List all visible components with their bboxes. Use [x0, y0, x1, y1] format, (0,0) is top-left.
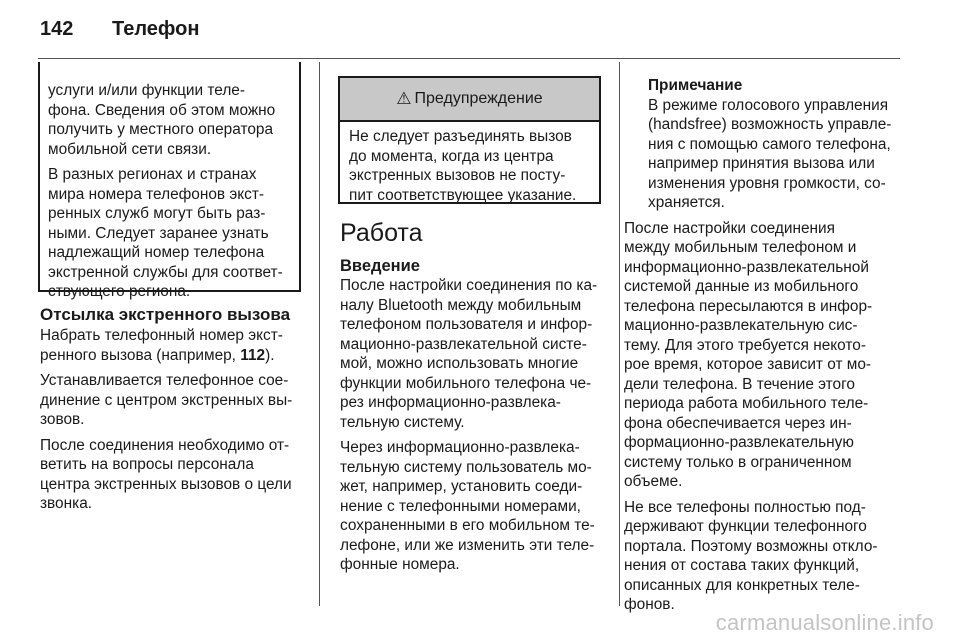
page-number: 142 — [40, 18, 74, 40]
page-header — [40, 18, 199, 48]
column-1-paragraph-3: После соединения необходимо от- ветить на вопросы персонала центра экстренных вызовов о цели звонка. — [40, 436, 292, 512]
emergency-call-heading: Отсылка экстренного вызова — [40, 305, 291, 324]
column-2-text — [340, 218, 605, 581]
column-3-paragraph-2: Не все телефоны полностью под- держивают функции телефонного портала. Поэтому возможны откло- нения от состава таких функций, описанных для конкретных теле- фонов. — [624, 498, 878, 613]
column-divider — [619, 62, 620, 606]
note-title: Примечание — [648, 77, 743, 94]
column-divider — [319, 62, 320, 606]
box-paragraph-1: услуги и/или функции теле- фона. Сведения об этом можно получить у местного оператора мобильной сети связи. — [48, 82, 276, 158]
column-2-paragraph-1: После настройки соединения по ка- налу Bluetooth между мобильным телефоном пользователя и инфор- мационно-развлекательной систе- мой, можно использовать многие функции мобильного телефона че- рез информационно-развлека- тельную систему. — [340, 277, 598, 431]
column-1-paragraph-1: Набрать телефонный номер экст- ренного вызова (например, 112). — [40, 327, 283, 364]
note-block — [624, 76, 909, 213]
warning-title: Предупреждение — [414, 90, 543, 107]
column-3 — [624, 76, 909, 621]
box-paragraph-2: В разных регионах и странах мира номера телефонов экст- ренных служб могут быть раз- ными. Следует заранее узнать надлежащий номер телефона экстренной службы для соответ- ствующего региона. — [48, 166, 283, 300]
warning-triangle-icon: ⚠ — [396, 89, 412, 108]
column-2-paragraph-2: Через информационно-развлека- тельную систему пользователь мо- жет, например, установить соеди- нение с телефонными номерами, сохраненными в его мобильном те- лефоне, или же изменить эти теле- фонные номера. — [340, 439, 595, 573]
column-1-paragraph-2: Устанавливается телефонное сое- динение с центром экстренных вы- зовов. — [40, 372, 293, 428]
emergency-number: 112 — [240, 346, 266, 364]
warning-box — [338, 76, 601, 204]
chapter-title: Телефон — [112, 18, 200, 40]
continued-box — [38, 62, 301, 300]
warning-text: Не следует разъединять вызов до момента, когда из центра экстренных вызовов не посту- пит соответствующее указание. — [349, 128, 577, 204]
column-3-paragraph-1: После настройки соединения между мобильным телефоном и информационно-развлекательной системой данные из мобильного телефона пересылаются в инфор- мационно-развлекательную сис- тему. Для этого требуется некото- рое время, которое зависит от мо- дели телефона. В течение этого периода работа мобильного теле- фона обеспечивается через ин- формационно-развлекательную систему только в ограниченном объеме. — [624, 219, 873, 490]
subheading-introduction: Введение — [340, 257, 420, 275]
header-rule — [38, 58, 900, 59]
section-title: Работа — [340, 219, 423, 247]
watermark: carmanualsonline.info — [715, 610, 934, 635]
column-1-text — [40, 304, 302, 520]
note-text: В режиме голосового управления (handsfree) возможность управле- ния с помощью самого телефона, например принятия вызова или изменения уровня громкости, со- храняется. — [648, 96, 892, 211]
warning-header — [340, 78, 599, 122]
